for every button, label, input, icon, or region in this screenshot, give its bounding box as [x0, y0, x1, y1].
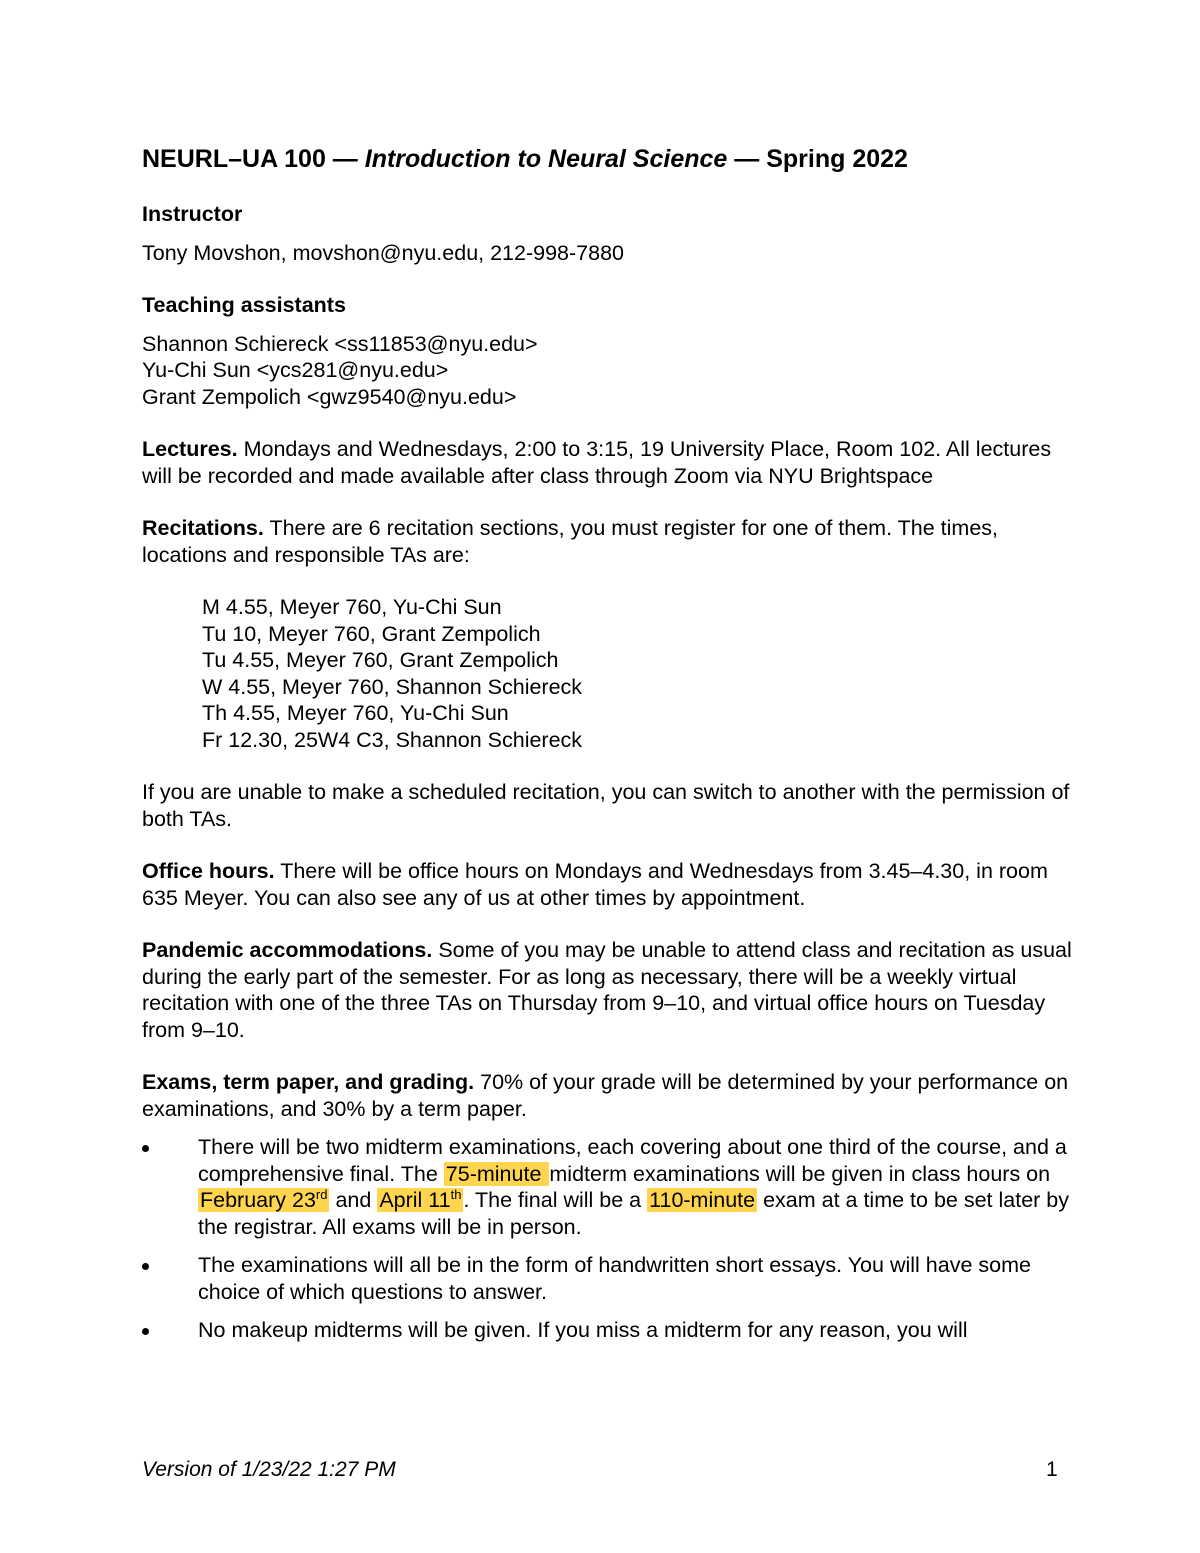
ta-item: Shannon Schiereck <ss11853@nyu.edu>: [142, 331, 538, 356]
office-hours-paragraph: [142, 858, 1072, 911]
bullet-text: There will be two midterm examinations, each covering about one third of the course, and a comprehensive final. The: [198, 1135, 1067, 1186]
recitation-section: Tu 4.55, Meyer 760, Grant Zempolich: [202, 648, 559, 672]
office-hours-lead: Office hours.: [142, 859, 275, 883]
office-hours-text: There will be office hours on Mondays and Wednesdays from 3.45–4.30, in room 635 Meyer. You can also see any of us at other times by appointment.: [142, 859, 1048, 910]
course-term: — Spring 2022: [727, 145, 908, 173]
exams-bullet-list: [142, 1134, 1072, 1344]
recitation-section: M 4.55, Meyer 760, Yu-Chi Sun: [202, 595, 502, 619]
highlight-date-feb: [198, 1188, 329, 1212]
ta-list: [142, 331, 1072, 411]
bullet-text: and: [329, 1188, 378, 1212]
date-suffix: th: [450, 1187, 462, 1202]
bullet-icon: [142, 1145, 149, 1152]
recitation-section: Fr 12.30, 25W4 C3, Shannon Schiereck: [202, 727, 583, 752]
ta-heading: Teaching assistants: [142, 293, 346, 317]
ta-item: Yu-Chi Sun <ycs281@nyu.edu>: [142, 358, 449, 382]
bullet-text: The examinations will all be in the form of handwritten short essays. You will have some choice of which questions to answer.: [198, 1253, 1031, 1304]
recitation-switch-note: If you are unable to make a scheduled recitation, you can switch to another with the permission of both TAs.: [142, 780, 1070, 831]
recitation-section: Tu 10, Meyer 760, Grant Zempolich: [202, 621, 541, 646]
bullet-text: midterm examinations will be given in class hours on: [549, 1161, 1051, 1186]
pandemic-text: Some of you may be unable to attend class and recitation as usual during the early part of the semester. For as long as necessary, there will be a weekly virtual recitation with one of the three TAs on Thursday from 9–10, and virtual office hours on Tuesday from 9–10.: [142, 938, 1072, 1042]
highlight-final-duration: 110-minute: [649, 1188, 756, 1212]
highlight-date-apr: [377, 1188, 463, 1212]
recitation-section: W 4.55, Meyer 760, Shannon Schiereck: [202, 674, 583, 699]
lectures-lead: Lectures.: [142, 437, 238, 461]
date-text: April 11: [379, 1188, 451, 1212]
footer-page-number: 1: [1046, 1458, 1058, 1481]
pandemic-lead: Pandemic accommodations.: [142, 938, 433, 962]
bullet-text: No makeup midterms will be given. If you miss a midterm for any reason, you will: [198, 1318, 968, 1342]
highlight-duration: 75-minute: [445, 1161, 548, 1186]
recitation-schedule: [202, 594, 1072, 753]
page-content: [142, 143, 1072, 1356]
lectures-paragraph: [142, 436, 1072, 489]
bullet-icon: [142, 1263, 149, 1270]
page-title: [142, 143, 1072, 175]
exams-text: 70% of your grade will be determined by your performance on examinations, and 30% by a term paper.: [142, 1070, 1069, 1121]
course-code: NEURL–UA 100 —: [142, 145, 365, 173]
instructor-info: Tony Movshon, movshon@nyu.edu, 212-998-7880: [142, 240, 624, 265]
date-text: February 23: [200, 1188, 316, 1212]
date-suffix: rd: [315, 1187, 328, 1202]
recitation-section: Th 4.55, Meyer 760, Yu-Chi Sun: [202, 701, 509, 725]
ta-item: Grant Zempolich <gwz9540@nyu.edu>: [142, 384, 517, 409]
instructor-heading: Instructor: [142, 202, 243, 226]
exams-paragraph: [142, 1069, 1072, 1122]
exam-bullet-format: [142, 1252, 1072, 1305]
pandemic-paragraph: [142, 937, 1072, 1043]
exam-bullet-schedule: [142, 1134, 1072, 1240]
footer-version: Version of 1/23/22 1:27 PM: [142, 1458, 396, 1481]
bullet-text: . The final will be a: [463, 1188, 648, 1212]
recitations-text: There are 6 recitation sections, you must register for one of them. The times, locations and responsible TAs are:: [142, 516, 999, 567]
exam-bullet-makeup: [142, 1317, 1072, 1344]
recitations-paragraph: [142, 515, 1072, 568]
bullet-icon: [142, 1328, 149, 1335]
lectures-text: Mondays and Wednesdays, 2:00 to 3:15, 19 University Place, Room 102. All lectures will be recorded and made available after class through Zoom via NYU Brightspace: [142, 437, 1052, 488]
exams-lead: Exams, term paper, and grading.: [142, 1070, 475, 1094]
recitations-lead: Recitations.: [142, 516, 264, 540]
course-name: Introduction to Neural Science: [364, 145, 728, 173]
bullet-text: exam at a time to be set later by the registrar. All exams will be in person.: [198, 1188, 1069, 1239]
